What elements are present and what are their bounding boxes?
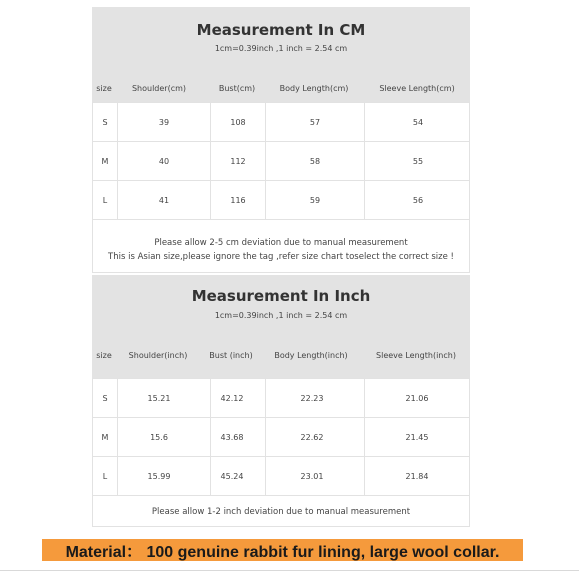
- cm-chart-table: [92, 102, 470, 273]
- column-header-size: size: [96, 351, 112, 360]
- shoulder-cell: 15.6: [150, 432, 168, 442]
- size-cell: S: [102, 117, 108, 127]
- body-length-cell: 57: [309, 117, 321, 127]
- column-header-sleeve-length: Sleeve Length(cm): [379, 84, 455, 93]
- cm-deviation-note: Please allow 2-5 cm deviation due to manual measurement: [154, 238, 408, 248]
- body-length-cell: 22.62: [300, 432, 324, 442]
- body-length-cell: 22.23: [300, 393, 324, 403]
- sleeve-length-cell: 21.45: [405, 432, 429, 442]
- shoulder-cell: 41: [158, 195, 170, 205]
- shoulder-cell: 40: [158, 156, 170, 166]
- body-length-cell: 59: [309, 195, 321, 205]
- column-header-shoulder: Shoulder(inch): [128, 351, 188, 360]
- size-cell: L: [102, 471, 108, 481]
- inch-chart-conversion: 1cm=0.39inch ,1 inch = 2.54 cm: [214, 311, 348, 320]
- column-header-bust: Bust (inch): [209, 351, 253, 360]
- size-cell: M: [101, 432, 109, 442]
- inch-size-chart: [92, 275, 470, 527]
- inch-deviation-note: Please allow 1-2 inch deviation due to manual measurement: [151, 507, 411, 517]
- body-length-cell: 23.01: [300, 471, 324, 481]
- column-header-size: size: [96, 84, 112, 93]
- shoulder-cell: 15.99: [147, 471, 171, 481]
- bust-cell: 108: [230, 117, 246, 127]
- inch-chart-table: [92, 378, 470, 527]
- bust-cell: 116: [230, 195, 246, 205]
- size-cell: M: [101, 156, 109, 166]
- column-header-body-length: Body Length(cm): [279, 84, 349, 93]
- table-row: [93, 418, 469, 457]
- body-length-cell: 58: [309, 156, 321, 166]
- table-row: [93, 379, 469, 418]
- bust-cell: 43.68: [220, 432, 244, 442]
- cm-chart-conversion: 1cm=0.39inch ,1 inch = 2.54 cm: [214, 44, 348, 53]
- table-row: [93, 142, 469, 181]
- sleeve-length-cell: 21.84: [405, 471, 429, 481]
- cm-size-chart: [92, 7, 470, 273]
- sleeve-length-cell: 56: [412, 195, 424, 205]
- size-cell: L: [102, 195, 108, 205]
- shoulder-cell: 15.21: [147, 393, 171, 403]
- sleeve-length-cell: 21.06: [405, 393, 429, 403]
- inch-chart-header: [92, 275, 470, 378]
- column-header-shoulder: Shoulder(cm): [131, 84, 187, 93]
- table-row: [93, 457, 469, 496]
- cm-chart-header: [92, 7, 470, 102]
- sleeve-length-cell: 54: [412, 117, 424, 127]
- bust-cell: 45.24: [220, 471, 244, 481]
- table-row: [93, 103, 469, 142]
- inch-chart-title: Measurement In Inch: [191, 287, 371, 305]
- asian-size-note: This is Asian size,please ignore the tag ,refer size chart toselect the correct size !: [108, 252, 454, 262]
- cm-chart-title: Measurement In CM: [196, 21, 366, 39]
- size-cell: S: [102, 393, 108, 403]
- bust-cell: 112: [230, 156, 246, 166]
- bust-cell: 42.12: [220, 393, 244, 403]
- table-row: [93, 181, 469, 220]
- divider: [0, 570, 579, 571]
- column-header-sleeve-length: Sleeve Length(inch): [376, 351, 456, 360]
- material-banner: Material： 100 genuine rabbit fur lining, large wool collar.: [42, 539, 523, 561]
- sleeve-length-cell: 55: [412, 156, 424, 166]
- column-header-bust: Bust(cm): [218, 84, 256, 93]
- shoulder-cell: 39: [158, 117, 170, 127]
- column-header-body-length: Body Length(inch): [274, 351, 348, 360]
